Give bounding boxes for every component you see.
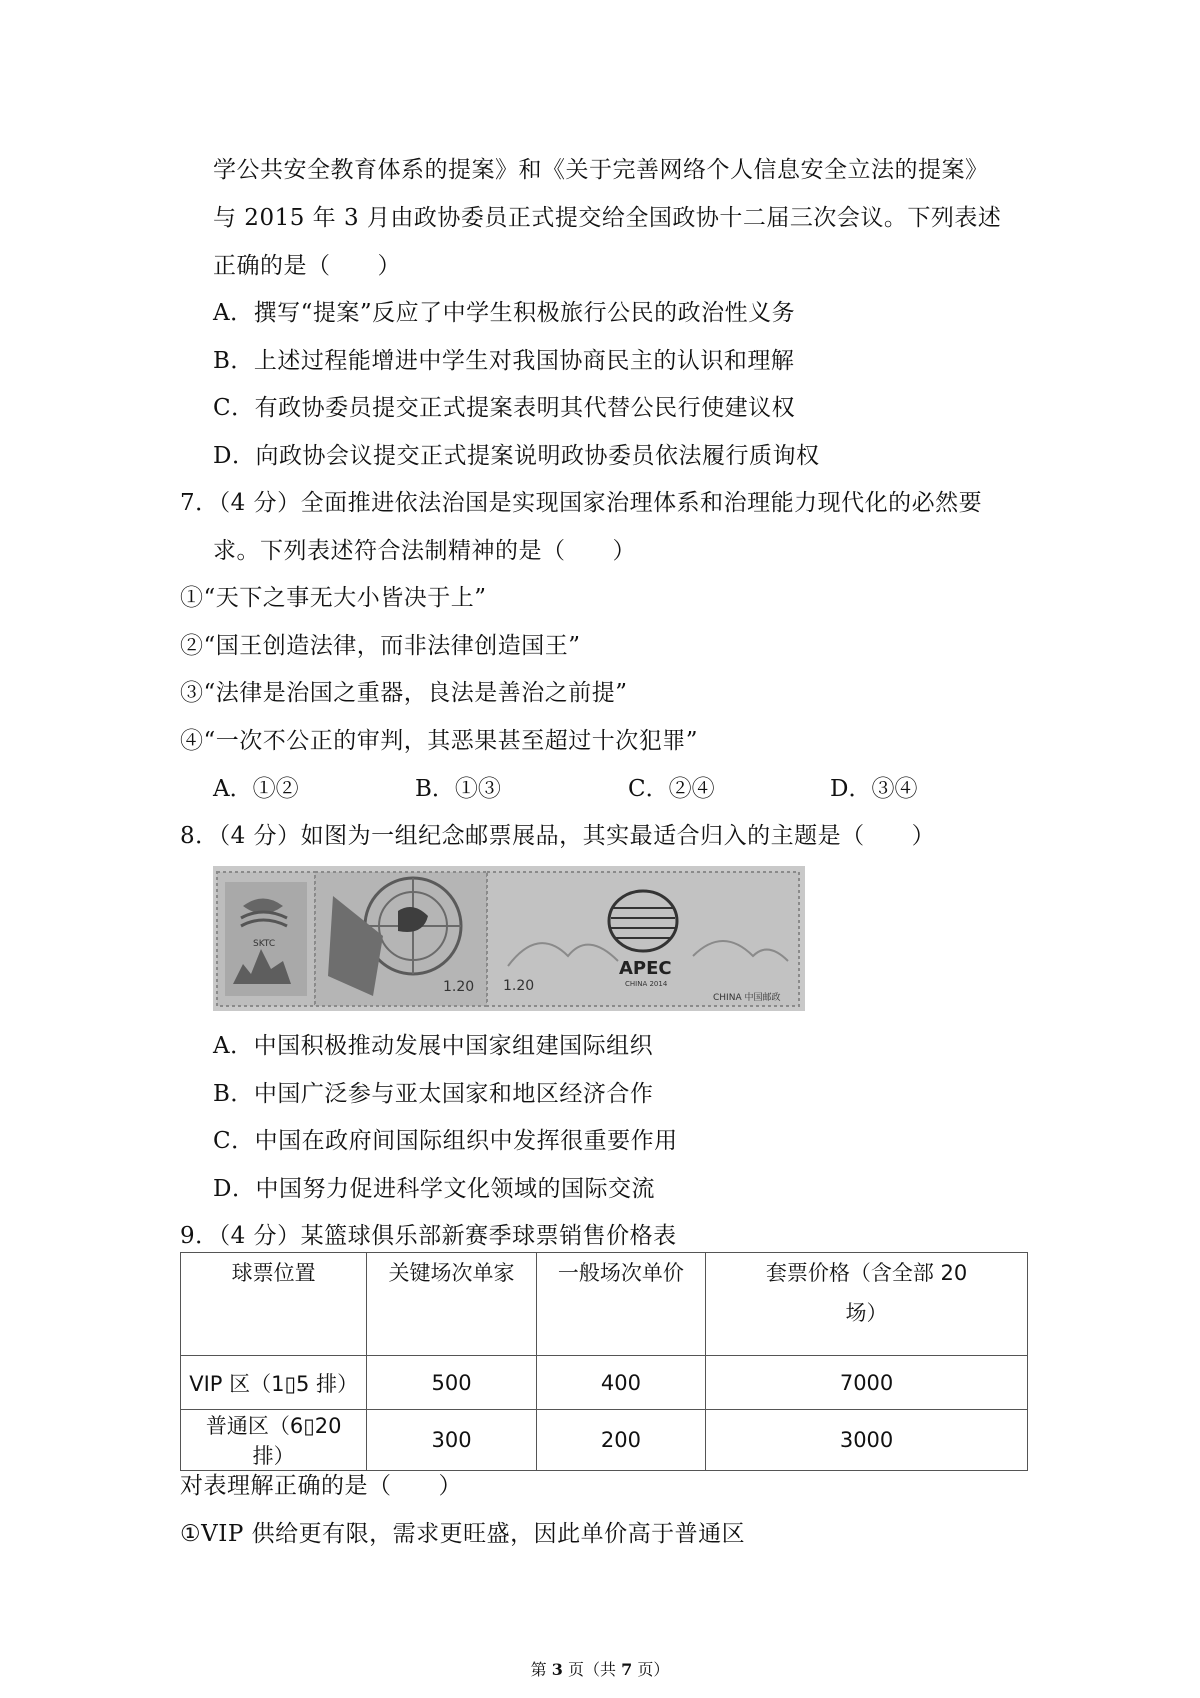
q8-stem: 8．（4 分）如图为一组纪念邮票展品，其实最适合归入的主题是（ ） xyxy=(180,823,936,849)
page-footer xyxy=(0,1660,1200,1680)
table-cell: 400 xyxy=(536,1356,705,1410)
q9-stem: 9．（4 分）某篮球俱乐部新赛季球票销售价格表 xyxy=(180,1223,677,1249)
q7-item-4: ④“一次不公正的审判，其恶果甚至超过十次犯罪” xyxy=(180,728,699,754)
apec-sub-text: CHINA 2014 xyxy=(625,980,668,988)
table-cell: 7000 xyxy=(706,1356,1028,1410)
q6-option-d: D．向政协会议提交正式提案说明政协委员依法履行质询权 xyxy=(213,443,820,469)
header-season-ticket-line-1: 套票价格（含全部 20 xyxy=(765,1261,968,1285)
footer-suffix: 页） xyxy=(632,1660,670,1679)
q6-stem-line-3: 正确的是（ ） xyxy=(213,253,401,279)
table-cell: 500 xyxy=(367,1356,536,1410)
q7-option-a: A．①② xyxy=(213,776,299,802)
table-cell: 3000 xyxy=(706,1410,1028,1471)
table-cell: 300 xyxy=(367,1410,536,1471)
header-season-ticket-price xyxy=(706,1253,1028,1356)
table-cell: VIP 区（1▯5 排） xyxy=(181,1356,367,1410)
stamp-illustration xyxy=(213,866,805,1011)
q8-option-c: C．中国在政府间国际组织中发挥很重要作用 xyxy=(213,1128,678,1154)
header-seat-location: 球票位置 xyxy=(181,1253,367,1356)
q7-option-d: D．③④ xyxy=(830,776,918,802)
ticket-price-table xyxy=(180,1252,1028,1471)
q7-stem-line-1: 7．（4 分）全面推进依法治国是实现国家治理体系和治理能力现代化的必然要 xyxy=(180,490,983,516)
q6-option-c: C．有政协委员提交正式提案表明其代替公民行使建议权 xyxy=(213,395,796,421)
q9-question: 对表理解正确的是（ ） xyxy=(180,1473,462,1499)
q6-stem-line-1: 学公共安全教育体系的提案》和《关于完善网络个人信息安全立法的提案》 xyxy=(213,157,989,183)
table-cell: 普通区（6▯20 排） xyxy=(181,1410,367,1471)
q8-option-d: D．中国努力促进科学文化领域的国际交流 xyxy=(213,1176,655,1202)
footer-mid: 页（共 xyxy=(562,1660,622,1679)
header-key-game-price: 关键场次单家 xyxy=(367,1253,536,1356)
un-stamp-price: 1.20 xyxy=(443,979,475,995)
wto-stamp xyxy=(217,872,315,1006)
q6-stem-line-2: 与 2015 年 3 月由政协委员正式提交给全国政协十二届三次会议。下列表述 xyxy=(213,205,1002,231)
apec-stamp xyxy=(487,872,799,1006)
header-season-ticket-line-2: 场） xyxy=(845,1301,888,1325)
footer-total-pages: 7 xyxy=(621,1660,633,1679)
q6-option-b: B．上述过程能增进中学生对我国协商民主的认识和理解 xyxy=(213,348,795,374)
q7-stem-line-2: 求。下列表述符合法制精神的是（ ） xyxy=(213,538,636,564)
q8-option-b: B．中国广泛参与亚太国家和地区经济合作 xyxy=(213,1081,654,1107)
footer-page-number: 3 xyxy=(551,1660,563,1679)
header-regular-game-price: 一般场次单价 xyxy=(536,1253,705,1356)
apec-stamp-price: 1.20 xyxy=(503,978,535,994)
wto-stamp-label: SKTC xyxy=(253,939,276,949)
q9-item-1: ①VIP 供给更有限，需求更旺盛，因此单价高于普通区 xyxy=(180,1521,746,1547)
footer-prefix: 第 xyxy=(530,1660,552,1679)
stamp-image xyxy=(213,866,805,1011)
q8-option-a: A．中国积极推动发展中国家组建国际组织 xyxy=(213,1033,654,1059)
table-row xyxy=(181,1356,1028,1410)
q6-option-a: A．撰写“提案”反应了中学生积极旅行公民的政治性义务 xyxy=(213,300,796,326)
table-cell: 200 xyxy=(536,1410,705,1471)
q7-item-3: ③“法律是治国之重器，良法是善治之前提” xyxy=(180,680,628,706)
apec-text: APEC xyxy=(619,958,672,979)
q7-item-2: ②“国王创造法律，而非法律创造国王” xyxy=(180,633,581,659)
q7-item-1: ①“天下之事无大小皆决于上” xyxy=(180,585,487,611)
q7-option-c: C．②④ xyxy=(628,776,715,802)
q7-option-b: B．①③ xyxy=(415,776,501,802)
china-post-text: CHINA 中国邮政 xyxy=(713,993,781,1003)
table-header-row xyxy=(181,1253,1028,1356)
table-row xyxy=(181,1410,1028,1471)
un-stamp xyxy=(315,872,487,1006)
